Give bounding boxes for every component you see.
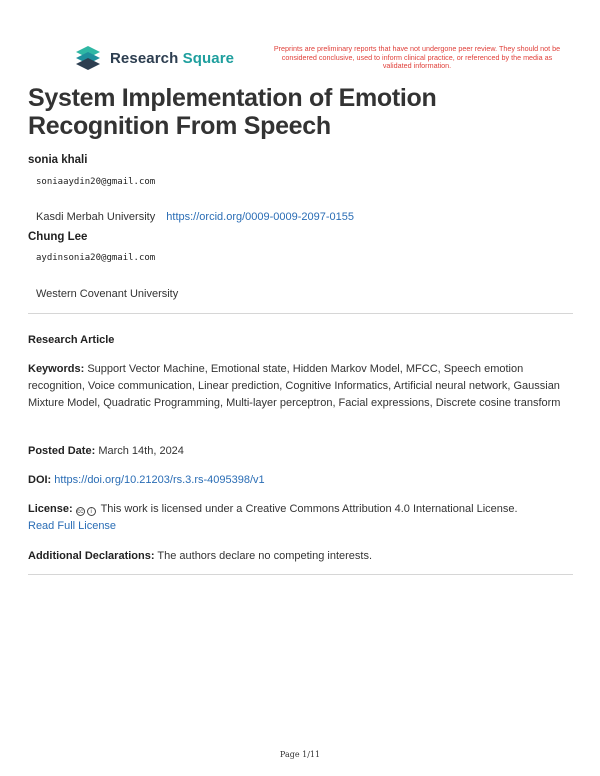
- cc-icon: cc: [77, 509, 84, 515]
- posted-date-label: Posted Date:: [28, 445, 96, 457]
- keywords-label: Keywords:: [28, 363, 85, 375]
- author-email-2[interactable]: aydinsonia20@gmail.com: [36, 253, 156, 263]
- logo-wordmark: [110, 50, 234, 67]
- by-attribution-icon: i: [87, 507, 96, 516]
- license-label: License:: [28, 503, 73, 515]
- declarations-text: The authors declare no competing interests.: [157, 550, 373, 562]
- declarations-section: [28, 548, 573, 565]
- logo-word-square: Square: [182, 49, 235, 67]
- orcid-link-1[interactable]: https://orcid.org/0009-0009-2097-0155: [166, 211, 355, 223]
- divider-bottom: [28, 574, 573, 575]
- author-email-1[interactable]: soniaaydin20@gmail.com: [36, 177, 156, 187]
- logo-word-research: Research: [110, 49, 179, 67]
- research-square-logo: [74, 46, 234, 70]
- posted-date-value: March 14th, 2024: [98, 445, 184, 457]
- doi-label: DOI:: [28, 474, 52, 486]
- preprint-disclaimer: Preprints are preliminary reports that have not undergone peer review. They should not be considered conclusive, used to inform clinical practice, or referenced by the media as validated information.: [273, 44, 561, 71]
- doi-link[interactable]: https://doi.org/10.21203/rs.3.rs-4095398/v1: [54, 474, 265, 486]
- cc-by-icons: [76, 507, 96, 516]
- divider-top: [28, 313, 573, 314]
- paper-title: System Implementation of Emotion Recognition From Speech: [28, 84, 437, 140]
- read-full-license-link[interactable]: Read Full License: [28, 520, 117, 532]
- posted-date-section: [28, 443, 573, 460]
- author-affiliation-1: [36, 211, 354, 223]
- author-affiliation-2: Western Covenant University: [36, 288, 179, 300]
- doi-section: [28, 472, 573, 489]
- page-number: Page 1/11: [279, 750, 321, 759]
- license-text: This work is licensed under a Creative Commons Attribution 4.0 International License.: [100, 503, 518, 515]
- keywords-text: Support Vector Machine, Emotional state, Hidden Markov Model, MFCC, Speech emotion recognition, Voice communication, Linear prediction, Cognitive Informatics, Artificial neural network, Gaussian Mixture Model, Quadratic Programming, Multi-layer perceptron, Facial expressions, Discrete cosine transform: [28, 363, 561, 409]
- declarations-label: Additional Declarations:: [28, 550, 155, 562]
- license-section: [28, 501, 573, 535]
- affiliation-name-1: Kasdi Merbah University: [36, 211, 156, 223]
- article-type: [28, 332, 573, 349]
- author-name-1: sonia khali: [28, 154, 88, 166]
- research-square-logo-icon: [74, 46, 104, 70]
- article-type-label: Research Article: [28, 334, 115, 346]
- keywords-section: [28, 361, 573, 412]
- author-name-2: Chung Lee: [28, 231, 88, 243]
